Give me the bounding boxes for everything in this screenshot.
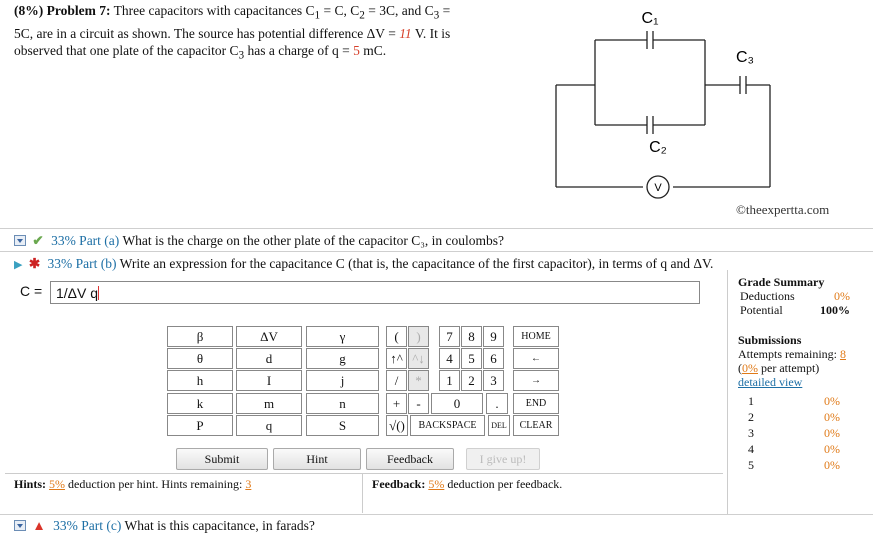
- keypad-op-key[interactable]: (: [386, 326, 407, 347]
- keypad-nav-key[interactable]: ←: [513, 348, 559, 369]
- c3-label: C₃: [735, 49, 755, 66]
- keypad-num-key[interactable]: 7: [439, 326, 460, 347]
- part-a-row[interactable]: [14, 231, 504, 251]
- answer-label: C =: [20, 283, 43, 299]
- keypad-nav-key[interactable]: CLEAR: [513, 415, 559, 436]
- delete-key[interactable]: DEL: [488, 415, 510, 436]
- c2-label: C₂: [649, 139, 667, 156]
- hints-note: Hints: 5% deduction per hint. Hints remaining: 3: [14, 477, 252, 491]
- keypad-var-key[interactable]: m: [236, 393, 302, 414]
- keypad-var-key[interactable]: β: [167, 326, 233, 347]
- keypad-op-key[interactable]: ↑^: [386, 348, 407, 369]
- copyright-credit: ©theexpertta.com: [736, 202, 830, 217]
- submissions-panel: Submissions Attempts remaining: 8 (0% per attempt) detailed view: [738, 333, 852, 389]
- backspace-key[interactable]: BACKSPACE: [410, 415, 485, 436]
- keypad-num-key[interactable]: 4: [439, 348, 460, 369]
- grade-summary: Grade Summary Deductions 0% Potential 100%: [738, 275, 850, 317]
- attempt-row: 1 0%: [748, 394, 840, 408]
- give-up-button[interactable]: I give up!: [466, 448, 540, 470]
- footer-vertical-divider: [362, 473, 363, 513]
- keypad-nav-key[interactable]: →: [513, 370, 559, 391]
- keypad-num-key[interactable]: 5: [461, 348, 482, 369]
- keypad-num-key[interactable]: 9: [483, 326, 504, 347]
- potential-value: 100%: [820, 303, 850, 317]
- text-caret: [98, 286, 99, 300]
- divider: [0, 251, 873, 252]
- keypad-num-key[interactable]: 1: [439, 370, 460, 391]
- expand-arrow-icon[interactable]: ▶: [14, 259, 23, 271]
- sqrt-key[interactable]: √(): [386, 415, 408, 436]
- attempt-row: 4 0%: [748, 442, 840, 456]
- keypad-var-key[interactable]: S: [306, 415, 379, 436]
- answer-input[interactable]: 1/ΔV q: [50, 281, 700, 304]
- keypad-num-key[interactable]: 2: [461, 370, 482, 391]
- problem-line-3: observed that one plate of the capacitor $C_3$ has a charge of q = 5 mC.: [14, 42, 387, 62]
- keypad-var-key[interactable]: d: [236, 348, 302, 369]
- check-icon: ✔: [32, 233, 44, 248]
- problem-statement: [14, 2, 504, 64]
- keypad-op-key[interactable]: ): [408, 326, 429, 347]
- keypad-op-key[interactable]: -: [408, 393, 429, 414]
- divider: [0, 228, 873, 229]
- problem-line-1: (8%) Problem 7: Three capacitors with capacitances $C_1 = C$, $C_2 = 3C$, and $C_3$ =: [14, 3, 451, 22]
- feedback-button[interactable]: Feedback: [366, 448, 454, 470]
- part-c-row[interactable]: [14, 516, 315, 536]
- keypad-op-key[interactable]: *: [408, 370, 429, 391]
- expand-icon[interactable]: [14, 520, 26, 531]
- expand-icon[interactable]: [14, 235, 26, 246]
- x-icon: ✱: [28, 256, 41, 271]
- part-c-label: 33% Part (c): [53, 518, 122, 533]
- c1-label: C₁: [641, 10, 659, 27]
- keypad-num-key[interactable]: 6: [483, 348, 504, 369]
- keypad-var-key[interactable]: j: [306, 370, 379, 391]
- keypad-nav-key[interactable]: HOME: [513, 326, 559, 347]
- part-b-label: 33% Part (b): [47, 256, 117, 271]
- keypad-num-key[interactable]: 3: [483, 370, 504, 391]
- keypad-var-key[interactable]: k: [167, 393, 233, 414]
- part-a-question: What is the charge on the other plate of the capacitor C₃, in coulombs?: [122, 233, 505, 248]
- keypad-num-key[interactable]: .: [486, 393, 508, 414]
- part-b-question: Write an expression for the capacitance C (that is, the capacitance of the first capacitor), in terms of q and ΔV.: [119, 256, 714, 271]
- keypad-var-key[interactable]: q: [236, 415, 302, 436]
- grade-summary-title: Grade Summary: [738, 275, 825, 289]
- keypad-var-key[interactable]: γ: [306, 326, 379, 347]
- problem-line-2: 5C, are in a circuit as shown. The source has potential difference ΔV = 11 V. It is: [14, 25, 451, 41]
- keypad-var-key[interactable]: P: [167, 415, 233, 436]
- circuit-diagram: [540, 0, 860, 220]
- keypad-var-key[interactable]: n: [306, 393, 379, 414]
- source-label: V: [654, 182, 662, 194]
- part-c-question: What is this capacitance, in farads?: [124, 518, 315, 533]
- keypad-op-key[interactable]: ^↓: [408, 348, 429, 369]
- keypad-num-key[interactable]: 8: [461, 326, 482, 347]
- warning-icon: ▲: [32, 518, 46, 533]
- keypad-var-key[interactable]: I: [236, 370, 302, 391]
- keypad-op-key[interactable]: /: [386, 370, 407, 391]
- attempt-row: 2 0%: [748, 410, 840, 424]
- hint-button[interactable]: Hint: [273, 448, 361, 470]
- keypad-num-key[interactable]: 0: [431, 393, 483, 414]
- submit-button[interactable]: Submit: [176, 448, 268, 470]
- keypad-var-key[interactable]: ΔV: [236, 326, 302, 347]
- keypad-nav-key[interactable]: END: [513, 393, 559, 414]
- deductions-value: 0%: [834, 289, 850, 303]
- keypad-op-key[interactable]: +: [386, 393, 407, 414]
- keypad-var-key[interactable]: θ: [167, 348, 233, 369]
- keypad-var-key[interactable]: g: [306, 348, 379, 369]
- keypad-var-key[interactable]: h: [167, 370, 233, 391]
- attempts-list: [748, 393, 840, 473]
- detailed-view-link[interactable]: detailed view: [738, 375, 803, 389]
- attempt-row: 3 0%: [748, 426, 840, 440]
- part-b-row[interactable]: [14, 254, 713, 274]
- divider: [0, 514, 873, 515]
- attempt-row: 5 0%: [748, 458, 840, 472]
- sidebar-divider: [727, 270, 728, 514]
- feedback-note: Feedback: 5% deduction per feedback.: [372, 477, 563, 491]
- part-a-label: 33% Part (a): [51, 233, 120, 248]
